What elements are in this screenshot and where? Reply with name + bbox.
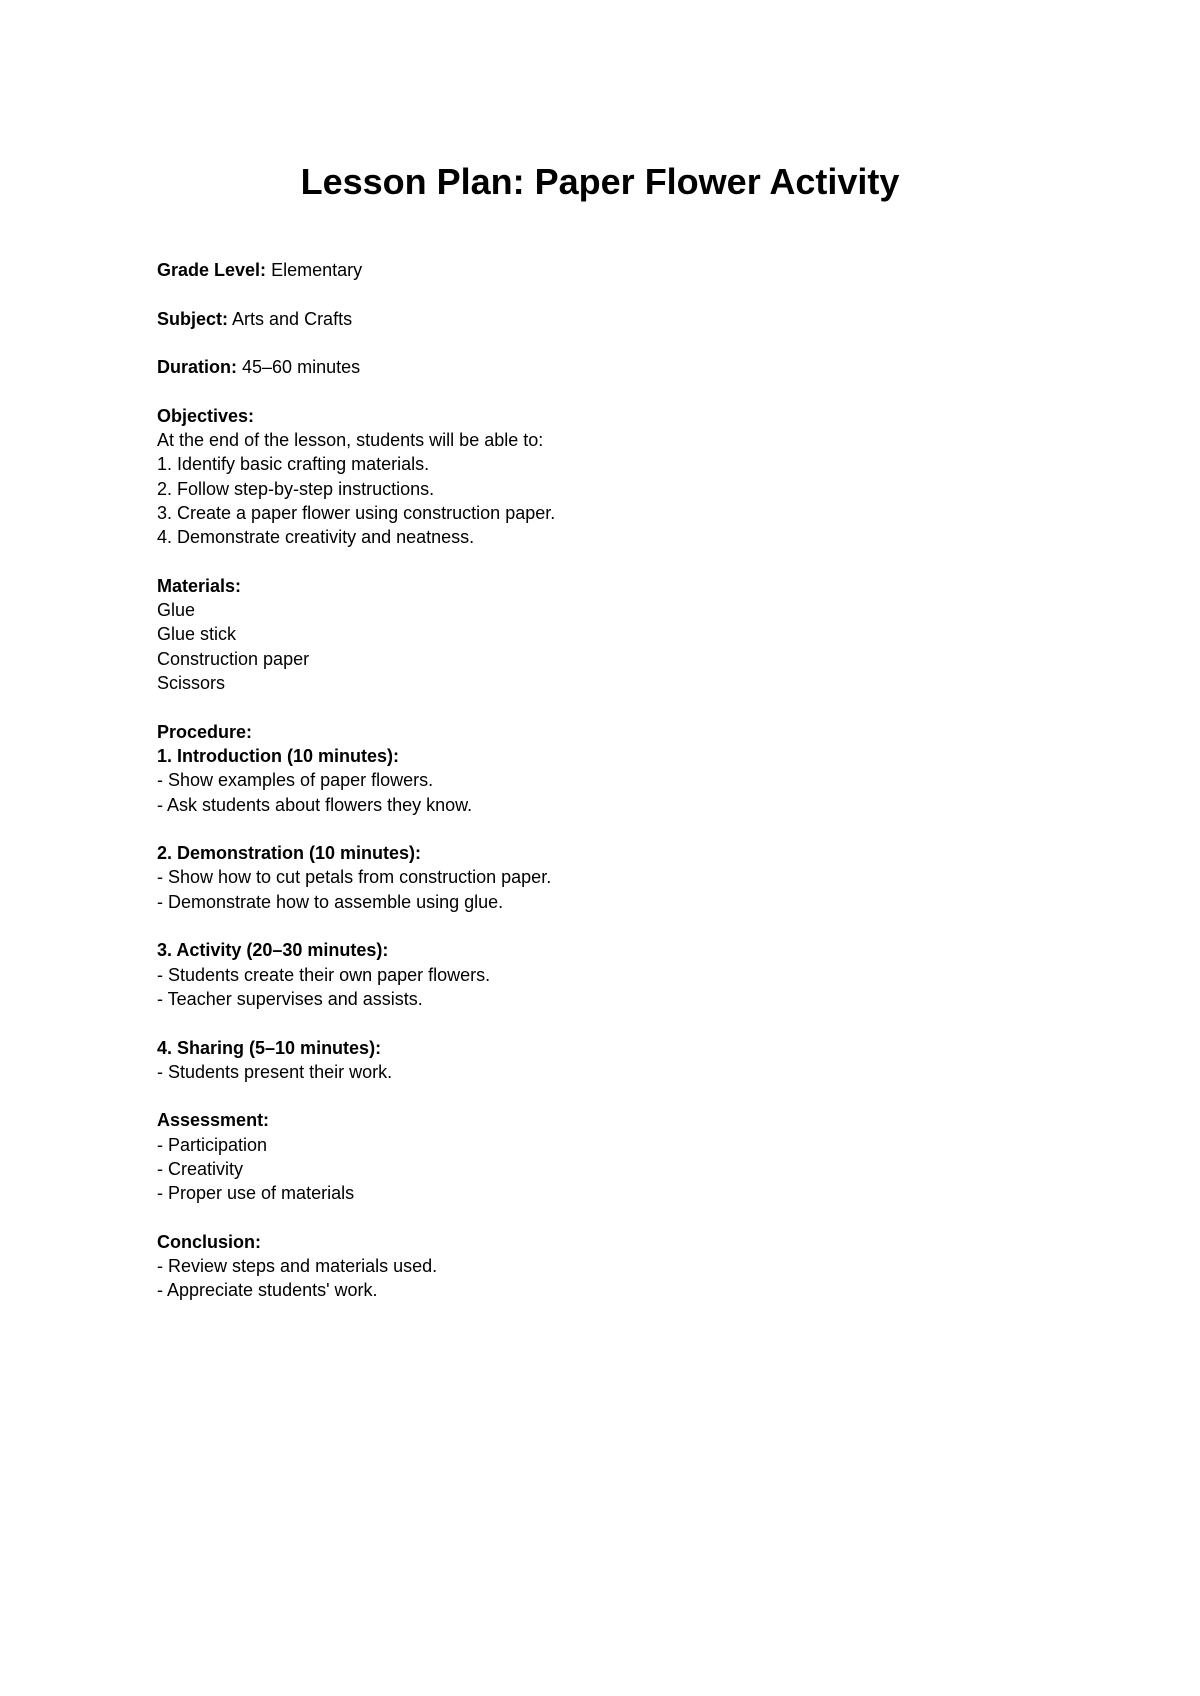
grade-level-label: Grade Level: xyxy=(157,260,267,280)
material-item: Scissors xyxy=(157,673,226,694)
conclusion-item: - Review steps and materials used. xyxy=(157,1256,438,1277)
duration-value: 45–60 minutes xyxy=(242,357,361,378)
procedure-step-line: - Show examples of paper flowers. xyxy=(157,770,434,791)
procedure-step-heading: 4. Sharing (5–10 minutes): xyxy=(157,1037,382,1058)
conclusion-heading: Conclusion: xyxy=(157,1231,261,1252)
grade-level-line xyxy=(157,258,1057,282)
conclusion-item: - Appreciate students' work. xyxy=(157,1280,378,1301)
objective-item: 2. Follow step-by-step instructions. xyxy=(157,478,435,499)
duration-label: Duration: xyxy=(157,357,237,378)
material-item: Construction paper xyxy=(157,648,310,669)
material-item: Glue stick xyxy=(157,624,237,645)
procedure-step-heading: 3. Activity (20–30 minutes): xyxy=(157,940,389,961)
objectives-intro: At the end of the lesson, students will be able to: xyxy=(157,430,544,451)
page-title: Lesson Plan: Paper Flower Activity xyxy=(300,161,900,202)
procedure-step-line: - Show how to cut petals from construction paper. xyxy=(157,867,552,888)
procedure-step-line: - Teacher supervises and assists. xyxy=(157,988,423,1009)
duration-line xyxy=(157,355,1057,379)
subject-line xyxy=(157,307,1057,331)
objectives-heading: Objectives: xyxy=(157,405,255,426)
procedure-step-line: - Demonstrate how to assemble using glue. xyxy=(157,891,504,912)
objective-item: 4. Demonstrate creativity and neatness. xyxy=(157,527,475,548)
procedure-step-heading: 2. Demonstration (10 minutes): xyxy=(157,843,422,864)
assessment-item: - Participation xyxy=(157,1134,268,1155)
procedure-step-line: - Ask students about flowers they know. xyxy=(157,794,473,815)
assessment-item: - Proper use of materials xyxy=(157,1183,355,1204)
objective-item: 1. Identify basic crafting materials. xyxy=(157,454,430,475)
objective-item: 3. Create a paper flower using construction paper. xyxy=(157,502,556,523)
assessment-heading: Assessment: xyxy=(157,1110,270,1131)
assessment-item: - Creativity xyxy=(157,1158,244,1179)
document-body xyxy=(157,258,1057,1303)
subject-value: Arts and Crafts xyxy=(232,308,353,329)
procedure-step-line: - Students create their own paper flowers. xyxy=(157,964,491,985)
procedure-heading: Procedure: xyxy=(157,721,253,742)
material-item: Glue xyxy=(157,600,196,621)
subject-label: Subject: xyxy=(157,308,229,329)
materials-heading: Materials: xyxy=(157,575,242,596)
procedure-step-line: - Students present their work. xyxy=(157,1061,393,1082)
grade-level-value: Elementary xyxy=(271,260,363,280)
procedure-step-heading: 1. Introduction (10 minutes): xyxy=(157,745,400,766)
